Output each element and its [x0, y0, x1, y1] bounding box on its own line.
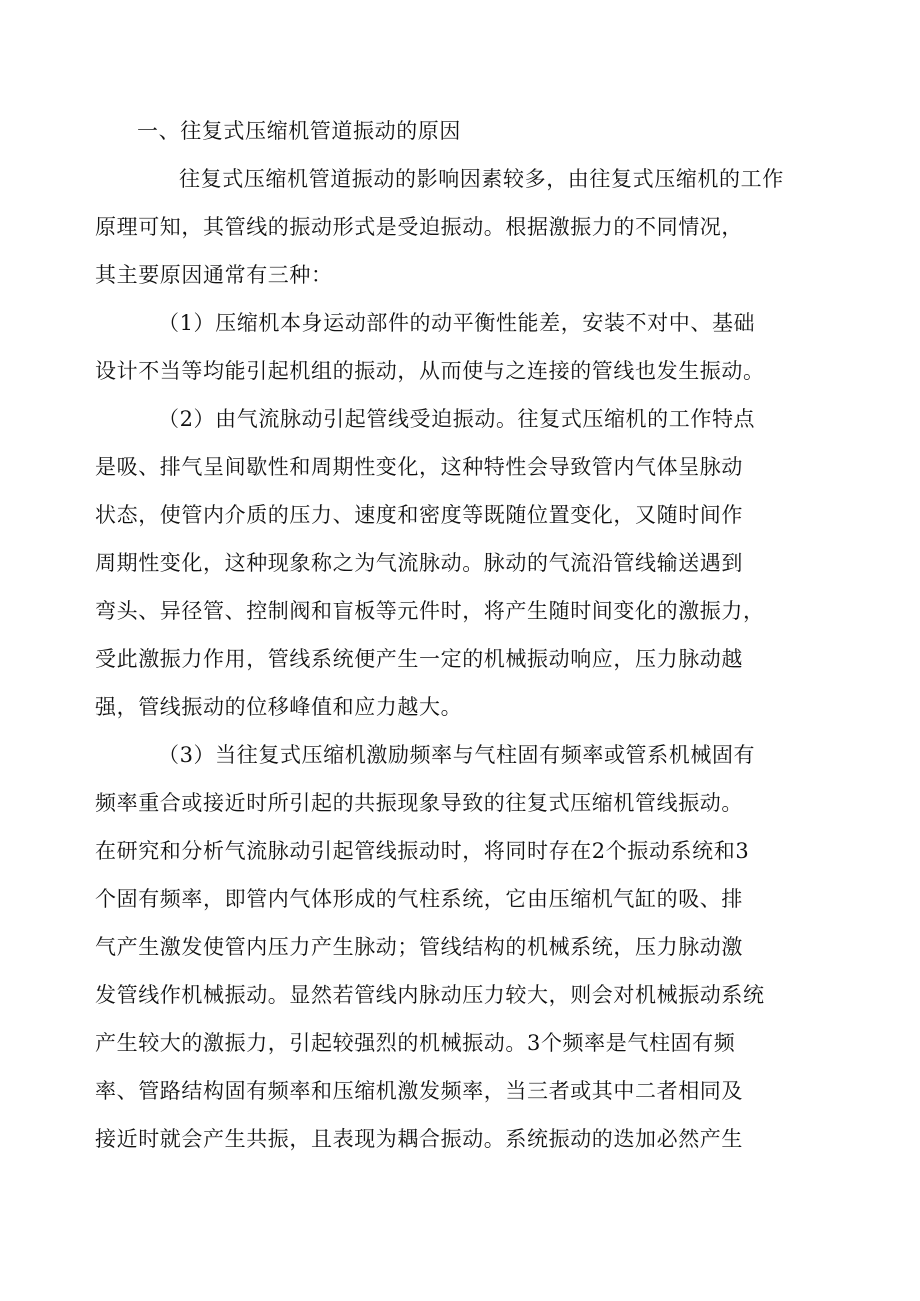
paragraph-line: 气产生激发使管内压力产生脉动；管线结构的机械系统，压力脉动激 — [95, 935, 743, 959]
paragraph-cause-2 — [95, 395, 797, 731]
document-body — [95, 107, 797, 1163]
paragraph-line: 接近时就会产生共振，且表现为耦合振动。系统振动的迭加必然产生 — [95, 1127, 743, 1151]
paragraph-line: 频率重合或接近时所引起的共振现象导致的往复式压缩机管线振动。 — [95, 791, 743, 815]
paragraph-line: 原理可知，其管线的振动形式是受迫振动。根据激振力的不同情况， — [95, 215, 743, 239]
paragraph-line: （3）当往复式压缩机激励频率与气柱固有频率或管系机械固有 — [158, 743, 756, 767]
paragraph-cause-1 — [95, 299, 797, 395]
paragraph-line: 率、管路结构固有频率和压缩机激发频率，当三者或其中二者相同及 — [95, 1079, 743, 1103]
paragraph-line: 往复式压缩机管道振动的影响因素较多，由往复式压缩机的工作 — [179, 167, 784, 191]
paragraph-line: （2）由气流脉动引起管线受迫振动。往复式压缩机的工作特点 — [158, 407, 756, 431]
paragraph-line: 强，管线振动的位移峰值和应力越大。 — [95, 695, 463, 719]
paragraph-line: 发管线作机械振动。显然若管线内脉动压力较大，则会对机械振动系统 — [95, 983, 765, 1007]
paragraph-intro — [95, 155, 797, 299]
paragraph-line: 个固有频率，即管内气体形成的气柱系统，它由压缩机气缸的吸、排 — [95, 887, 743, 911]
paragraph-line: 其主要原因通常有三种： — [95, 263, 333, 287]
paragraph-line: 在研究和分析气流脉动引起管线振动时，将同时存在2个振动系统和3 — [95, 839, 750, 863]
paragraph-line: 弯头、异径管、控制阀和盲板等元件时，将产生随时间变化的激振力， — [95, 599, 765, 623]
paragraph-line: 受此激振力作用，管线系统便产生一定的机械振动响应，压力脉动越 — [95, 647, 743, 671]
paragraph-line: 产生较大的激振力，引起较强烈的机械振动。3个频率是气柱固有频 — [95, 1031, 736, 1055]
paragraph-line: 状态，使管内介质的压力、速度和密度等既随位置变化，又随时间作 — [95, 503, 743, 527]
paragraph-line: 设计不当等均能引起机组的振动，从而使与之连接的管线也发生振动。 — [95, 359, 765, 383]
section-heading: 一、往复式压缩机管道振动的原因 — [137, 119, 461, 143]
paragraph-cause-3 — [95, 731, 797, 1163]
paragraph-line: （1）压缩机本身运动部件的动平衡性能差，安装不对中、基础 — [158, 311, 756, 335]
paragraph-line: 周期性变化，这种现象称之为气流脉动。脉动的气流沿管线输送遇到 — [95, 551, 743, 575]
paragraph-line: 是吸、排气呈间歇性和周期性变化，这种特性会导致管内气体呈脉动 — [95, 455, 743, 479]
